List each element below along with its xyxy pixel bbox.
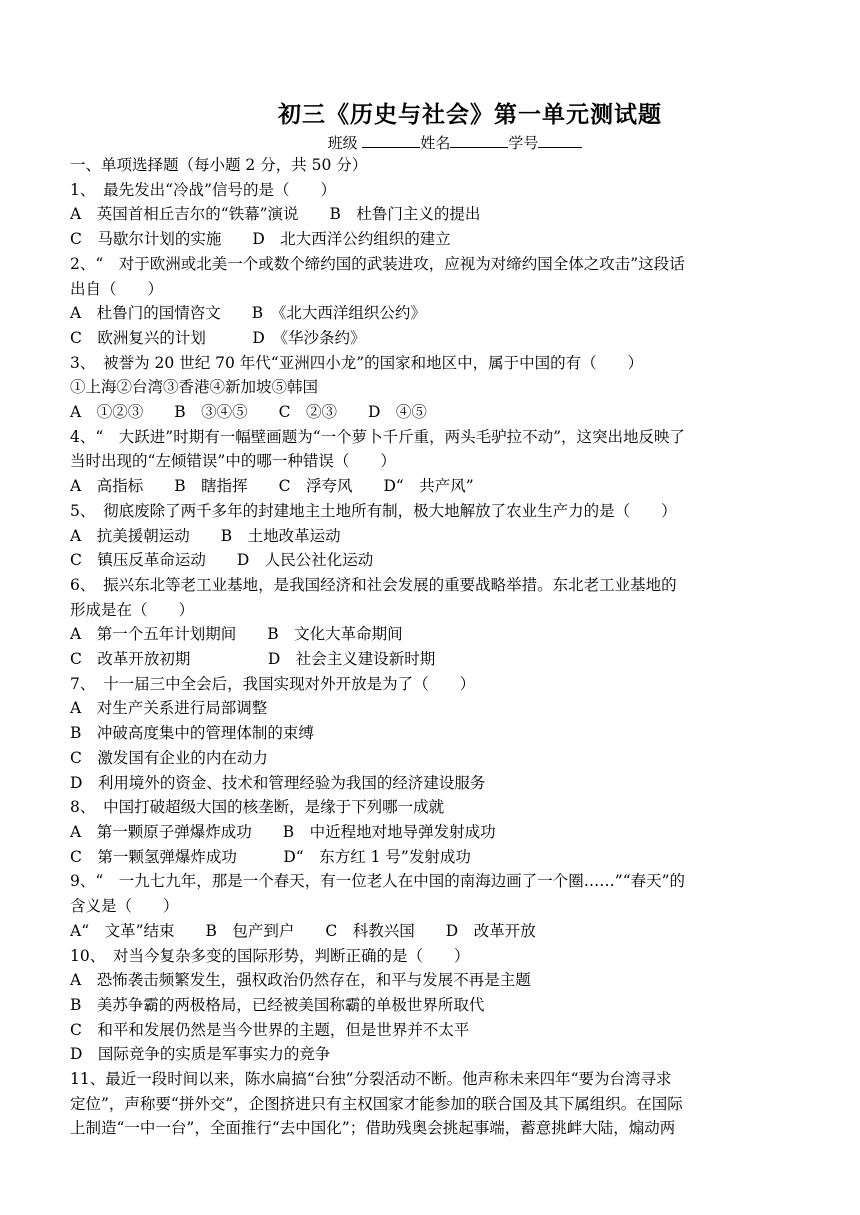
page-title: 初三《历史与社会》第一单元测试题 [278,101,662,128]
class-label: 班级 [327,134,358,152]
question-4-stem: 4、“ 大跃进”时期有一幅壁画题为“一个萝卜千斤重，两头毛驴拉不动”，这突出地反映了 [70,427,686,446]
question-6-options-ab: A 第一个五年计划期间 B 文化大革命期间 [70,625,403,644]
question-2-stem: 2、“ 对于欧洲或北美一个或数个缔约国的武装进攻，应视为对缔约国全体之攻击”这段话 [70,254,685,273]
name-label: 姓名 [420,134,451,152]
question-1-options-ab: A 英国首相丘吉尔的“铁幕”演说 B 杜鲁门主义的提出 [70,205,481,224]
question-8-options-ab: A 第一颗原子弹爆炸成功 B 中近程地对地导弹发射成功 [70,822,496,841]
question-7-option-c: C 激发国有企业的内在动力 [70,748,268,767]
question-8-stem: 8、 中国打破超级大国的核垄断，是缘于下列哪一成就 [70,798,445,817]
question-7-option-b: B 冲破高度集中的管理体制的束缚 [70,724,314,743]
question-3-stem: 3、 被誉为 20 世纪 70 年代“亚洲四小龙”的国家和地区中，属于中国的有（ ） [70,353,644,372]
question-5-options-ab: A 抗美援朝运动 B 土地改革运动 [70,526,341,545]
student-info-fields [120,132,790,153]
name-blank[interactable] [450,132,508,148]
question-11-stem-cont-2: 上制造“一中一台”，全面推行“去中国化”；借助残奥会挑起事端，蓄意挑衅大陆，煽动两 [70,1119,676,1138]
question-1-options-cd: C 马歇尔计划的实施 D 北大西洋公约组织的建立 [70,230,451,249]
question-7-option-d: D 利用境外的资金、技术和管理经验为我国的经济建设服务 [70,773,486,792]
id-label: 学号 [508,134,539,152]
question-10-stem: 10、 对当今复杂多变的国际形势，判断正确的是（ ） [70,946,470,965]
id-blank[interactable] [538,132,582,148]
question-7-stem: 7、 十一届三中全会后，我国实现对外开放是为了（ ） [70,674,476,693]
question-6-stem-cont: 形成是在（ ） [70,600,195,619]
question-9-stem: 9、“ 一九七九年，那是一个春天，有一位老人在中国的南海边画了一个圈……”“春天”的 [70,872,686,891]
question-5-stem: 5、 彻底废除了两千多年的封建地主土地所有制，极大地解放了农业生产力的是（ ） [70,501,677,520]
question-list [70,178,790,1141]
exam-page [70,98,790,1141]
question-11-stem: 11、最近一段时间以来，陈水扁搞“台独”分裂活动不断。他声称未来四年“要为台湾寻求 [70,1070,672,1089]
question-2-stem-cont: 出自（ ） [70,279,164,298]
question-5-options-cd: C 镇压反革命运动 D 人民公社化运动 [70,551,374,570]
section-heading: 一、单项选择题（每小题 2 分，共 50 分） [70,156,368,174]
question-3-options: A ①②③ B ③④⑤ C ②③ D ④⑤ [70,403,427,422]
question-7-option-a: A 对生产关系进行局部调整 [70,699,268,718]
question-4-options: A 高指标 B 瞎指挥 C 浮夸风 D“ 共产风” [70,477,474,496]
question-10-option-c: C 和平和发展仍然是当今世界的主题，但是世界并不太平 [70,1020,470,1039]
question-6-options-cd: C 改革开放初期 D 社会主义建设新时期 [70,650,436,669]
question-2-options-ab: A 杜鲁门的国情咨文 B 《北大西洋组织公约》 [70,304,426,323]
question-9-options: A“ 文革”结束 B 包产到户 C 科教兴国 D 改革开放 [70,921,536,940]
question-10-option-d: D 国际竞争的实质是军事实力的竞争 [70,1045,331,1064]
question-6-stem: 6、 振兴东北等老工业基地，是我国经济和社会发展的重要战略举措。东北老工业基地的 [70,575,677,594]
question-9-stem-cont: 含义是（ ） [70,897,179,916]
question-1-stem: 1、 最先发出“冷战”信号的是（ ） [70,180,336,199]
question-2-options-cd: C 欧洲复兴的计划 D 《华沙条约》 [70,328,366,347]
question-8-options-cd: C 第一颗氢弹爆炸成功 D“ 东方红 1 号”发射成功 [70,847,471,866]
question-11-stem-cont-1: 定位”，声称要“拼外交”，企图挤进只有主权国家才能参加的联合国及其下属组织。在国际 [70,1094,683,1113]
question-4-stem-cont: 当时出现的“左倾错误”中的哪一种错误（ ） [70,452,396,471]
question-10-option-b: B 美苏争霸的两极格局，已经被美国称霸的单极世界所取代 [70,995,485,1014]
question-3-items: ①上海②台湾③香港④新加坡⑤韩国 [70,378,319,397]
question-10-option-a: A 恐怖袭击频繁发生，强权政治仍然存在，和平与发展不再是主题 [70,971,531,990]
class-blank[interactable] [362,132,420,148]
